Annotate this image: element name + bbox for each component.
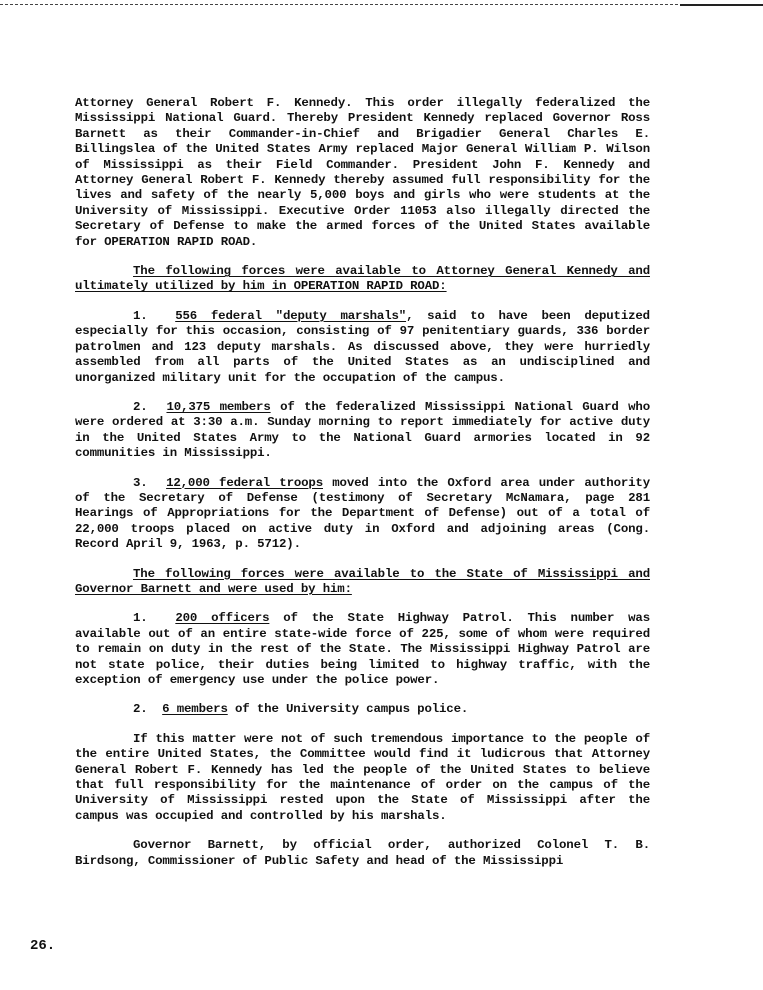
item-body: , said to have been deputized especially for this occasion, consisting of 97 penitentiary guards, 336 border patrolmen and 123 deputy marshals. As discussed above, they were hurriedly assembled from all parts of the United States as an undisciplined and unorganized military unit for the occupation of the campus.	[75, 308, 650, 385]
item-body: of the University campus police.	[227, 702, 469, 717]
top-border-line	[0, 4, 763, 5]
list-item-campus-police	[75, 702, 650, 717]
item-highlight: 200 officers	[175, 611, 270, 626]
item-body: moved into the Oxford area under authority of the Secretary of Defense (testimony of Secretary McNamara, page 281 Hearings of Appropriations for the Department of Defense) out of a total of 22,000 troops placed on active duty in Oxford and adjoining areas (Cong. Record April 9, 1963, p. 5712).	[75, 475, 651, 552]
item-number: 3.	[133, 475, 148, 490]
paragraph-executive-order: Attorney General Robert F. Kennedy. This order illegally federalized the Mississippi National Guard. Thereby President Kennedy replaced Governor Ross Barnett as their Commander-in-Chief and Brigadier General Charles E. Billingslea of the United States Army replaced Major General William P. Wilson of Mississippi as their Field Commander. President John F. Kennedy and Attorney General Robert F. Kennedy thereby assumed full responsibility for the lives and safety of the nearly 5,000 boys and girls who were students at the University of Mississippi. Executive Order 11053 also illegally directed the Secretary of Defense to make the armed forces of the United States available for OPERATION RAPID ROAD.	[75, 96, 650, 249]
state-forces-heading-text: The following forces were available to the State of Mississippi and Governor Barnett and were used by him:	[75, 566, 650, 596]
list-item-federal-troops	[75, 476, 650, 553]
list-item-national-guard	[75, 400, 650, 462]
federal-forces-heading-text: The following forces were available to Attorney General Kennedy and ultimately utilized by him in OPERATION RAPID ROAD:	[75, 264, 650, 294]
page-number: 26.	[30, 938, 56, 954]
item-number: 2.	[133, 702, 148, 717]
top-border-solid	[680, 4, 763, 6]
item-number: 1.	[133, 308, 148, 323]
item-highlight: 6 members	[162, 702, 228, 717]
paragraph-federal-forces-heading	[75, 264, 650, 295]
paragraph-committee-opinion: If this matter were not of such tremendous importance to the people of the entire United States, the Committee would find it ludicrous that Attorney General Robert F. Kennedy has led the people of the United States to believe that full responsibility for the maintenance of order on the campus of the University of Mississippi rested upon the State of Mississippi after the campus was occupied and controlled by his marshals.	[75, 731, 650, 823]
item-body: of the State Highway Patrol. This number was available out of an entire state-wide force of 225, some of whom were required to remain on duty in the rest of the State. The Mississippi Highway Patrol are not state police, their duties being limited to highway traffic, with the exception of emergency use under the police power.	[75, 611, 650, 687]
item-highlight: 556 federal "deputy marshals"	[175, 308, 407, 323]
paragraph-governor-order: Governor Barnett, by official order, authorized Colonel T. B. Birdsong, Commissioner of Public Safety and head of the Mississippi	[75, 838, 650, 868]
list-item-highway-patrol	[75, 611, 650, 688]
paragraph-state-forces-heading	[75, 567, 650, 598]
item-highlight: 10,375 members	[166, 399, 271, 414]
item-number: 2.	[133, 399, 148, 414]
item-body: of the federalized Mississippi National Guard who were ordered at 3:30 a.m. Sunday morning to report immediately for active duty in the United States Army to the National Guard armories located in 92 communities in Mississippi.	[75, 399, 650, 461]
item-highlight: 12,000 federal troops	[166, 475, 323, 490]
list-item-deputy-marshals	[75, 309, 650, 386]
item-number: 1.	[133, 611, 148, 626]
document-page	[75, 96, 650, 883]
